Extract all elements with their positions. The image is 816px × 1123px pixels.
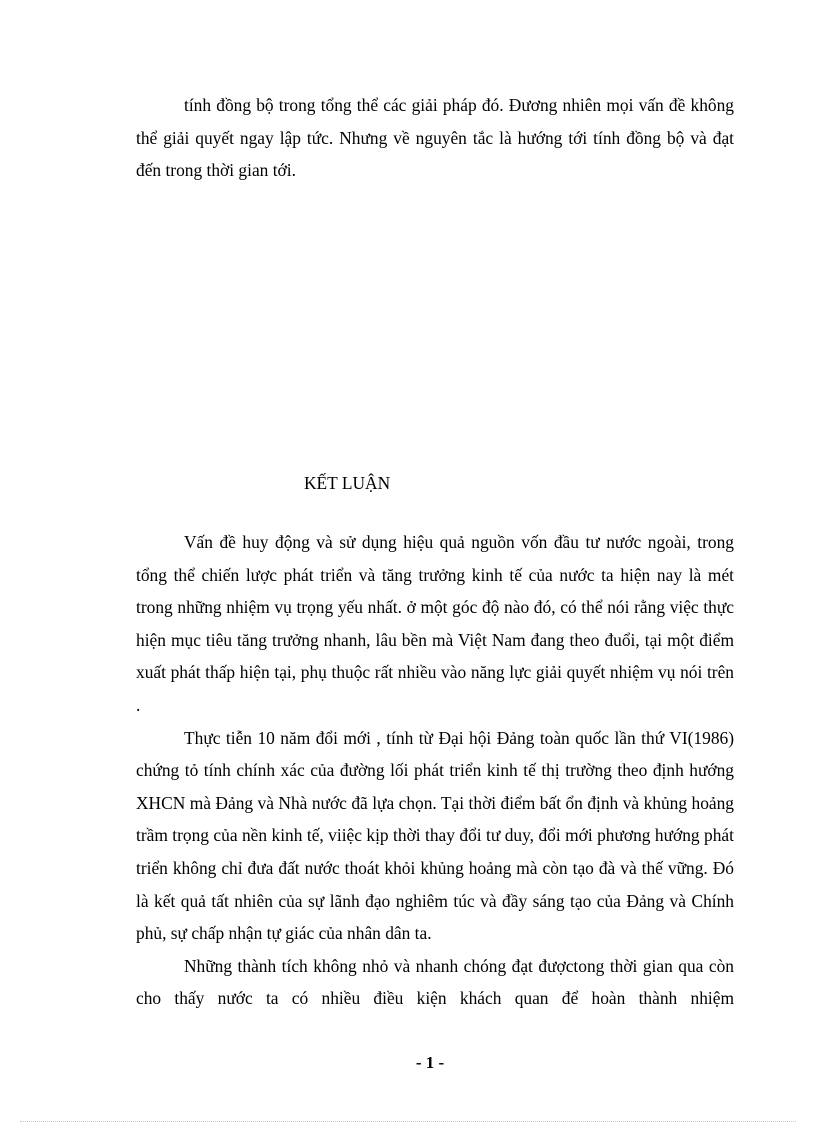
conclusion-paragraph-2: Thực tiễn 10 năm đổi mới , tính từ Đại hội Đảng toàn quốc lần thứ VI(1986) chứng tỏ tính chính xác của đường lối phát triển kinh tế thị trường theo định hướng XHCN mà Đảng và Nhà nước đã lựa chọn. Tại thời điểm bất ổn định và khủng hoảng trầm trọng của nền kinh tế, viiệc kịp thời thay đổi tư duy, đổi mới phương hướng phát triển không chỉ đưa đất nước thoát khỏi khủng hoảng mà còn tạo đà và thế vững. Đó là kết quả tất nhiên của sự lãnh đạo nghiêm túc và đầy sáng tạo của Đảng và Chính phủ, sự chấp nhận tự giác của nhân dân ta. <box>136 727 734 944</box>
intro-text-block <box>136 89 734 187</box>
page-number: - 1 - <box>415 1053 445 1072</box>
conclusion-paragraph-3: Những thành tích không nhỏ và nhanh chóng đạt đượctong thời gian qua còn cho thấy nước ta có nhiều điều kiện khách quan để hoàn thành nhiệm <box>136 955 734 1009</box>
intro-paragraph: tính đồng bộ trong tổng thể các giải pháp đó. Đương nhiên mọi vấn đề không thể giải quyết ngay lập tức. Nhưng về nguyên tắc là hướng tới tính đồng bộ và đạt đến trong thời gian tới. <box>136 95 734 181</box>
conclusion-body <box>136 526 734 1015</box>
section-heading: KẾT LUẬN <box>304 473 391 493</box>
conclusion-paragraph-1: Vấn đề huy động và sử dụng hiệu quả nguồn vốn đầu tư nước ngoài, trong tổng thể chiến lược phát triển và tăng trưởng kinh tế của nước ta hiện nay là mét trong những nhiệm vụ trọng yếu nhất. ở một góc độ nào đó, có thể nói rằng việc thực hiện mục tiêu tăng trưởng nhanh, lâu bền mà Việt Nam đang theo đuổi, tại một điểm xuất phát thấp hiện tại, phụ thuộc rất nhiều vào năng lực giải quyết nhiệm vụ nói trên . <box>136 532 734 715</box>
page-bottom-divider <box>20 1121 796 1122</box>
